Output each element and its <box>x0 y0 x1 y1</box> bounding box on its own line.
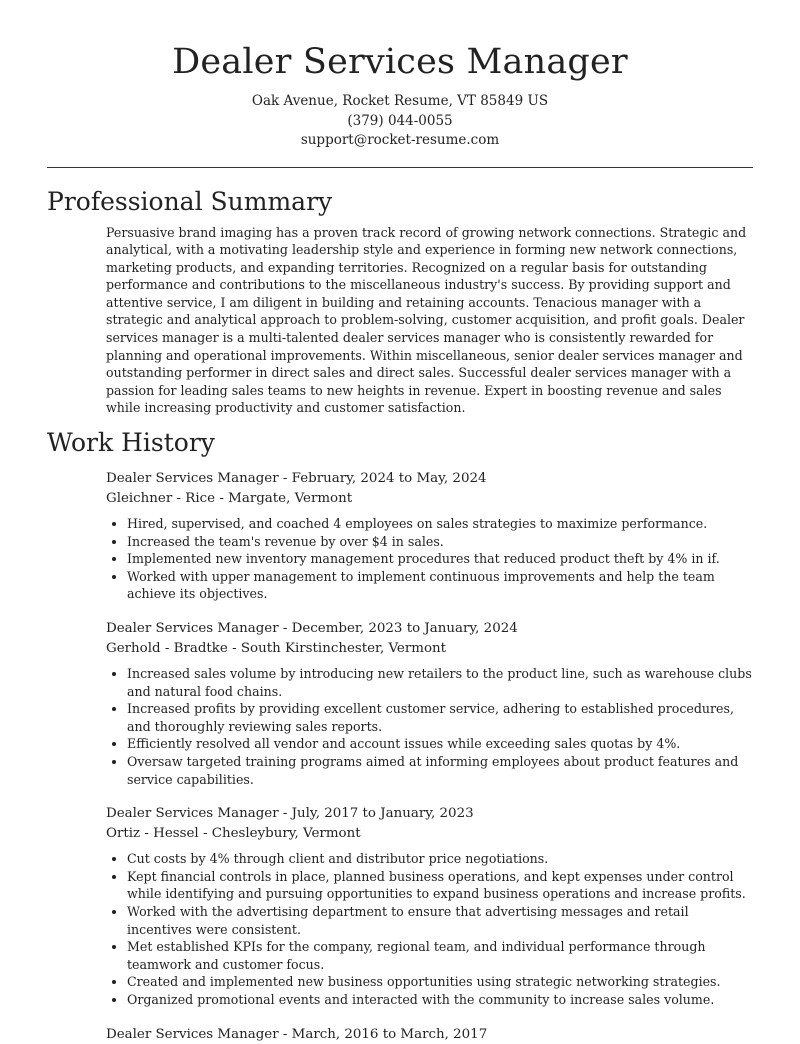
job-bullet-list <box>106 850 752 1008</box>
job-company-line: Gerhold - Bradtke - South Kirstinchester, Vermont <box>106 639 752 659</box>
job-entry <box>106 469 752 603</box>
job-bullet: • Implemented new inventory management procedures that reduced product theft by 4% in if. <box>127 550 752 568</box>
job-bullet: • Increased the team's revenue by over $4 in sales. <box>127 533 752 551</box>
job-role-line: Dealer Services Manager - February, 2024 to May, 2024 <box>106 469 752 489</box>
job-bullet: • Worked with upper management to implement continuous improvements and help the team achieve its objectives. <box>127 568 752 603</box>
job-bullet: • Kept financial controls in place, planned business operations, and kept expenses under control while identifying and pursuing opportunities to expand business operations and increase profits. <box>127 868 752 903</box>
job-role-line: Dealer Services Manager - March, 2016 to March, 2017 <box>106 1025 752 1044</box>
contact-address: Oak Avenue, Rocket Resume, VT 85849 US <box>0 92 800 112</box>
job-bullet-list <box>106 665 752 788</box>
job-bullet-list <box>106 515 752 603</box>
job-bullet: • Efficiently resolved all vendor and account issues while exceeding sales quotas by 4%. <box>127 735 752 753</box>
job-bullet: • Cut costs by 4% through client and distributor price negotiations. <box>127 850 752 868</box>
job-bullet: • Hired, supervised, and coached 4 employees on sales strategies to maximize performance. <box>127 515 752 533</box>
job-entry <box>106 619 752 788</box>
job-bullet: • Increased profits by providing excellent customer service, adhering to established procedures, and thoroughly reviewing sales reports. <box>127 700 752 735</box>
job-bullet: • Increased sales volume by introducing new retailers to the product line, such as warehouse clubs and natural food chains. <box>127 665 752 700</box>
contact-phone: (379) 044-0055 <box>0 112 800 132</box>
section-title-work-history: Work History <box>47 427 800 459</box>
job-role-line: Dealer Services Manager - July, 2017 to January, 2023 <box>106 804 752 824</box>
job-bullet: • Oversaw targeted training programs aimed at informing employees about product features and service capabilities. <box>127 753 752 788</box>
job-bullet: • Met established KPIs for the company, regional team, and individual performance through teamwork and customer focus. <box>127 938 752 973</box>
section-title-summary: Professional Summary <box>47 186 800 218</box>
job-entry <box>106 1025 752 1044</box>
resume-header <box>0 0 800 151</box>
job-role-line: Dealer Services Manager - December, 2023 to January, 2024 <box>106 619 752 639</box>
job-bullet: • Worked with the advertising department to ensure that advertising messages and retail incentives were consistent. <box>127 903 752 938</box>
job-bullet: • Organized promotional events and interacted with the community to increase sales volume. <box>127 991 752 1009</box>
job-entry <box>106 804 752 1008</box>
summary-text: Persuasive brand imaging has a proven track record of growing network connections. Strategic and analytical, with a motivating leadership style and experience in forming new network connections, marketing products, and expanding territories. Recognized on a regular basis for outstanding performance and contributions to the miscellaneous industry's success. By providing support and attentive service, I am diligent in building and retaining accounts. Tenacious manager with a strategic and analytical approach to problem-solving, customer acquisition, and profit goals. Dealer services manager is a multi-talented dealer services manager who is consistently rewarded for planning and operational improvements. Within miscellaneous, senior dealer services manager and outstanding performer in direct sales and direct sales. Successful dealer services manager with a passion for leading sales teams to new heights in revenue. Expert in boosting revenue and sales while increasing productivity and customer satisfaction. <box>106 224 752 418</box>
job-company-line: Gleichner - Rice - Margate, Vermont <box>106 489 752 509</box>
header-divider <box>47 167 753 168</box>
contact-block <box>0 92 800 151</box>
candidate-name: Dealer Services Manager <box>0 40 800 84</box>
job-bullet: • Created and implemented new business opportunities using strategic networking strategies. <box>127 973 752 991</box>
job-company-line: Ortiz - Hessel - Chesleybury, Vermont <box>106 824 752 844</box>
contact-email[interactable]: support@rocket-resume.com <box>0 131 800 151</box>
